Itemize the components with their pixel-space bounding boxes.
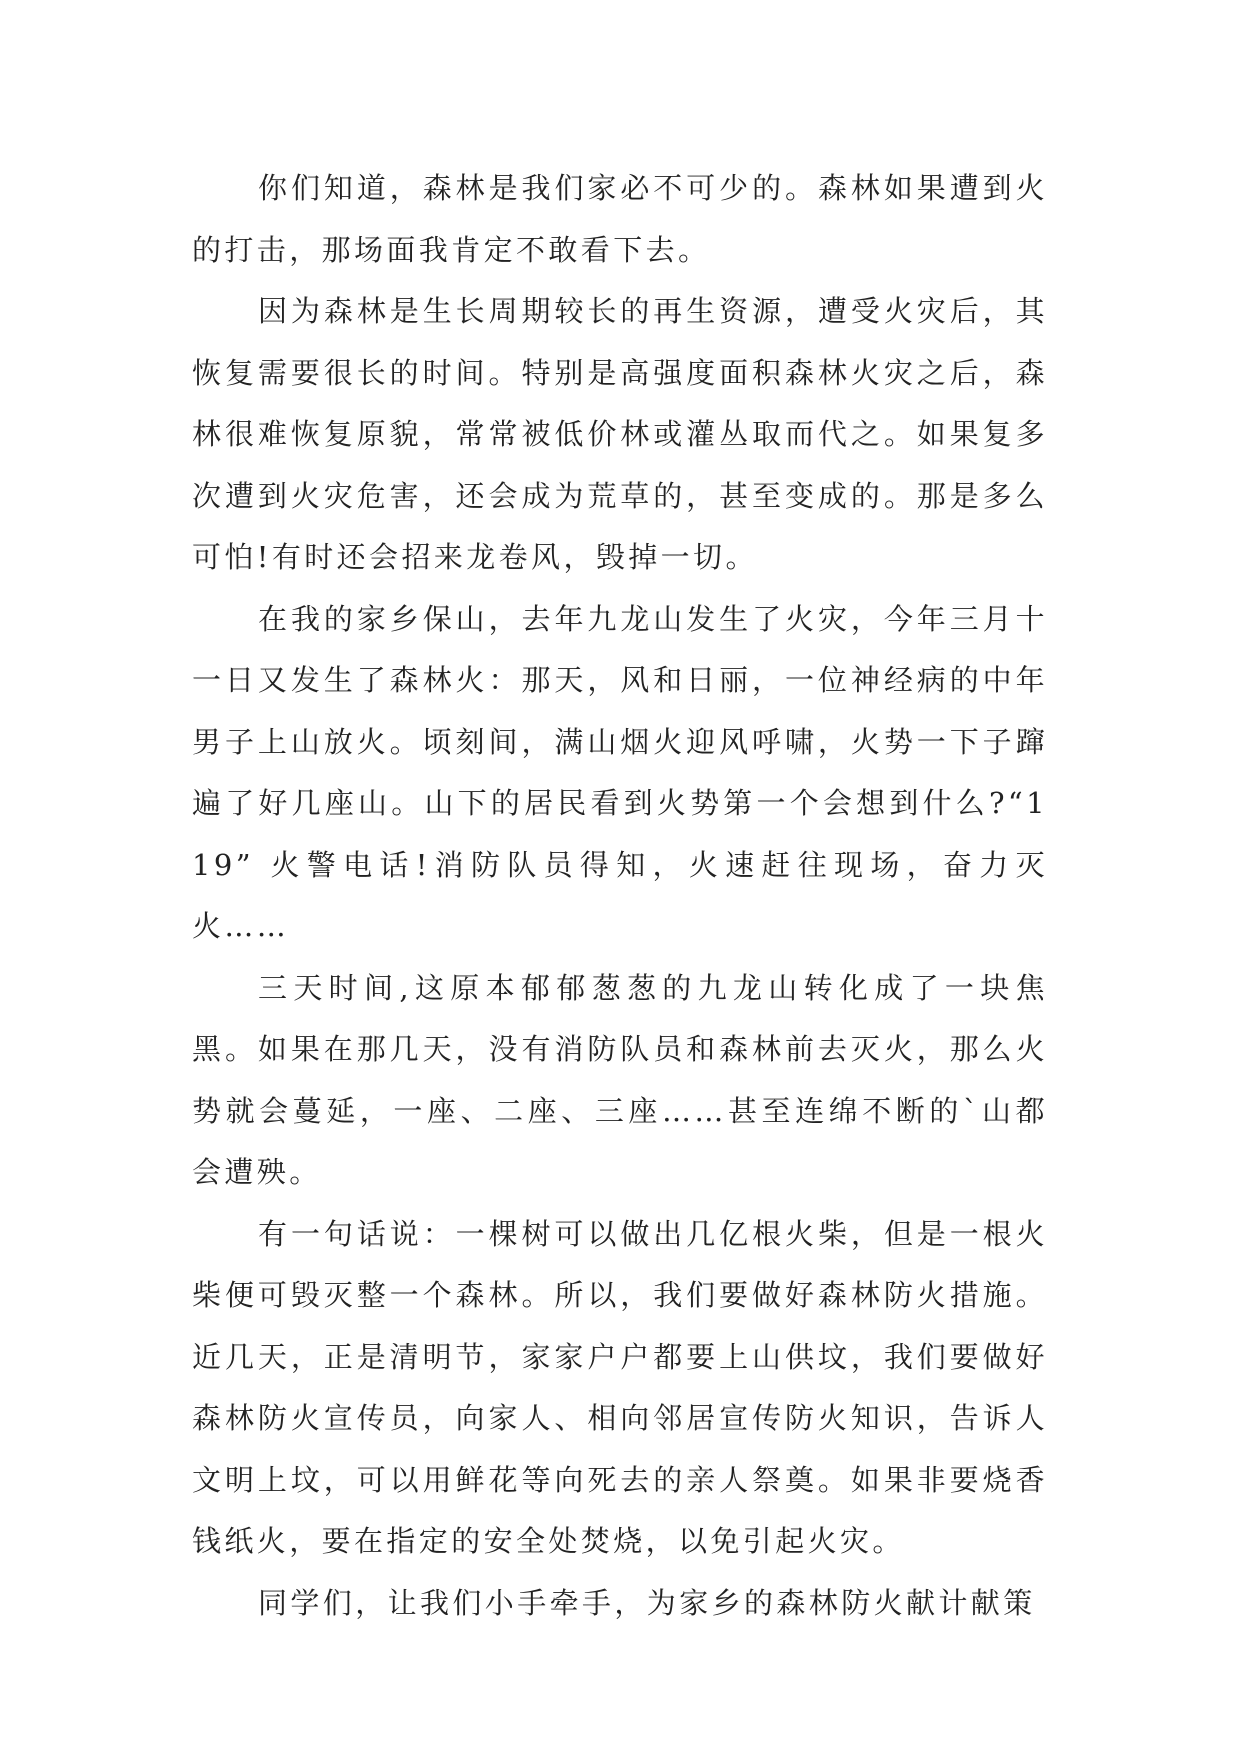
paragraph-2: 因为森林是生长周期较长的再生资源，遭受火灾后，其恢复需要很长的时间。特别是高强度面积森林火灾之后，森林很难恢复原貌，常常被低价林或灌丛取而代之。如果复多次遭到火灾危害，还会成为荒草的，甚至变成的。那是多么可怕!有时还会招来龙卷风，毁掉一切。	[192, 294, 1048, 574]
paragraph-4: 三天时间,这原本郁郁葱葱的九龙山转化成了一块焦黑。如果在那几天，没有消防队员和森林前去灭火，那么火势就会蔓延，一座、二座、三座……甚至连绵不断的`山都会遭殃。	[192, 970, 1048, 1189]
paragraph-3: 在我的家乡保山，去年九龙山发生了火灾，今年三月十一日又发生了森林火：那天，风和日丽，一位神经病的中年男子上山放火。顷刻间，满山烟火迎风呼啸，火势一下子蹿遍了好几座山。山下的居民看到火势第一个会想到什么?“119” 火警电话!消防队员得知，火速赶往现场，奋力灭火……	[192, 601, 1048, 943]
paragraph-6: 同学们，让我们小手牵手，为家乡的森林防火献计献策	[258, 1585, 1036, 1620]
paragraph-5: 有一句话说：一棵树可以做出几亿根火柴，但是一根火柴便可毁灭整一个森林。所以，我们要做好森林防火措施。近几天，正是清明节，家家户户都要上山供坟，我们要做好森林防火宣传员，向家人、相向邻居宣传防火知识，告诉人文明上坟，可以用鲜花等向死去的亲人祭奠。如果非要烧香钱纸火，要在指定的安全处焚烧，以免引起火灾。	[192, 1216, 1048, 1558]
document-body	[192, 158, 1048, 1634]
paragraph-1: 你们知道，森林是我们家必不可少的。森林如果遭到火的打击，那场面我肯定不敢看下去。	[192, 171, 1048, 267]
